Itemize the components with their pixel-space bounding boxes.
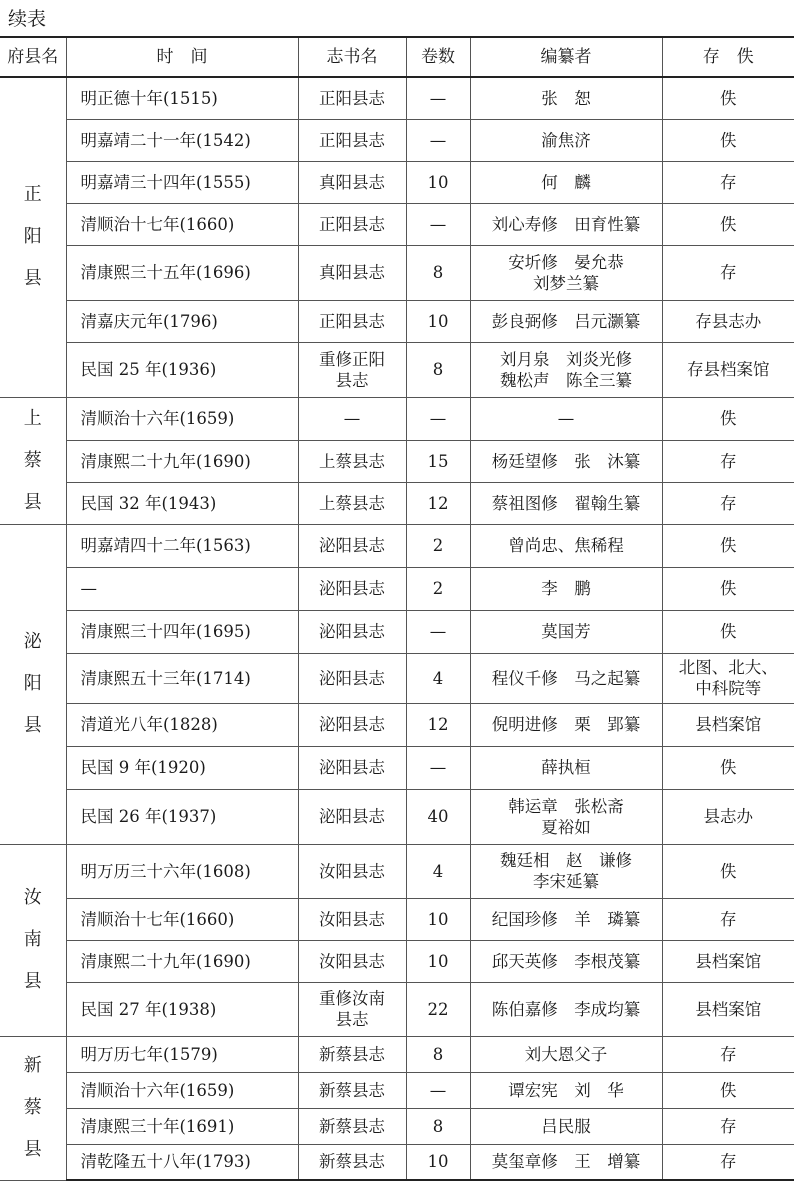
gazetteer-name-cell: 正阳县志: [298, 77, 406, 119]
compilers-cell: 倪明进修 栗 郢纂: [470, 703, 662, 746]
volumes-cell: 12: [406, 703, 470, 746]
table-row: [0, 940, 794, 982]
volumes-cell: —: [406, 397, 470, 441]
time-cell: 清康熙三十五年(1696): [66, 245, 298, 300]
volumes-cell: 12: [406, 482, 470, 524]
table-row: [0, 441, 794, 483]
status-cell: 佚: [662, 746, 794, 789]
gazetteer-name-cell: 上蔡县志: [298, 441, 406, 483]
compilers-cell: 刘大恩父子: [470, 1036, 662, 1072]
volumes-cell: 10: [406, 940, 470, 982]
gazetteer-table: [0, 36, 794, 1181]
volumes-cell: 10: [406, 1144, 470, 1180]
volumes-cell: 22: [406, 982, 470, 1036]
status-cell: 佚: [662, 119, 794, 161]
compilers-cell: —: [470, 397, 662, 441]
status-cell: 佚: [662, 397, 794, 441]
compilers-cell: 刘心寿修 田育性纂: [470, 203, 662, 245]
table-row: [0, 653, 794, 703]
volumes-cell: —: [406, 119, 470, 161]
time-cell: 清康熙二十九年(1690): [66, 441, 298, 483]
compilers-cell: 韩运章 张松斋 夏裕如: [470, 789, 662, 844]
status-cell: 县档案馆: [662, 982, 794, 1036]
gazetteer-name-cell: 真阳县志: [298, 245, 406, 300]
table-row: [0, 703, 794, 746]
table-row: [0, 397, 794, 441]
table-row: [0, 1144, 794, 1180]
compilers-cell: 刘月泉 刘炎光修 魏松声 陈全三纂: [470, 342, 662, 397]
header-compilers: 编纂者: [470, 37, 662, 77]
time-cell: 民国 9 年(1920): [66, 746, 298, 789]
time-cell: —: [66, 567, 298, 610]
compilers-cell: 吕民服: [470, 1108, 662, 1144]
volumes-cell: —: [406, 746, 470, 789]
header-row: [0, 37, 794, 77]
table-row: [0, 1036, 794, 1072]
gazetteer-name-cell: 泌阳县志: [298, 789, 406, 844]
time-cell: 清康熙二十九年(1690): [66, 940, 298, 982]
gazetteer-name-cell: 正阳县志: [298, 203, 406, 245]
table-row: [0, 161, 794, 203]
table-row: [0, 300, 794, 342]
gazetteer-name-cell: 新蔡县志: [298, 1072, 406, 1108]
county-name: 新蔡县: [23, 1055, 42, 1160]
county-name: 汝南县: [23, 887, 42, 992]
gazetteer-name-cell: 重修汝南 县志: [298, 982, 406, 1036]
time-cell: 清道光八年(1828): [66, 703, 298, 746]
time-cell: 清顺治十六年(1659): [66, 397, 298, 441]
gazetteer-name-cell: 泌阳县志: [298, 703, 406, 746]
table-row: [0, 898, 794, 940]
status-cell: 佚: [662, 77, 794, 119]
compilers-cell: 杨廷望修 张 沐纂: [470, 441, 662, 483]
status-cell: 存: [662, 1108, 794, 1144]
time-cell: 清顺治十七年(1660): [66, 203, 298, 245]
status-cell: 县档案馆: [662, 940, 794, 982]
time-cell: 清乾隆五十八年(1793): [66, 1144, 298, 1180]
time-cell: 明正德十年(1515): [66, 77, 298, 119]
volumes-cell: 40: [406, 789, 470, 844]
table-row: [0, 789, 794, 844]
volumes-cell: 10: [406, 898, 470, 940]
compilers-cell: 张 恕: [470, 77, 662, 119]
status-cell: 佚: [662, 567, 794, 610]
volumes-cell: —: [406, 77, 470, 119]
status-cell: 佚: [662, 844, 794, 898]
gazetteer-name-cell: 新蔡县志: [298, 1108, 406, 1144]
volumes-cell: —: [406, 610, 470, 653]
time-cell: 明万历三十六年(1608): [66, 844, 298, 898]
table-row: [0, 844, 794, 898]
time-cell: 清顺治十七年(1660): [66, 898, 298, 940]
time-cell: 民国 25 年(1936): [66, 342, 298, 397]
volumes-cell: 4: [406, 844, 470, 898]
table-row: [0, 119, 794, 161]
status-cell: 县志办: [662, 789, 794, 844]
compilers-cell: 魏廷相 赵 谦修 李宋延纂: [470, 844, 662, 898]
header-gazetteer-name: 志书名: [298, 37, 406, 77]
gazetteer-name-cell: 新蔡县志: [298, 1144, 406, 1180]
table-row: [0, 245, 794, 300]
volumes-cell: 15: [406, 441, 470, 483]
status-cell: 存: [662, 898, 794, 940]
table-row: [0, 342, 794, 397]
status-cell: 佚: [662, 610, 794, 653]
volumes-cell: 10: [406, 300, 470, 342]
status-cell: 存县档案馆: [662, 342, 794, 397]
volumes-cell: 8: [406, 245, 470, 300]
gazetteer-name-cell: 正阳县志: [298, 300, 406, 342]
volumes-cell: —: [406, 1072, 470, 1108]
table-body: [0, 77, 794, 1180]
status-cell: 存: [662, 161, 794, 203]
gazetteer-name-cell: 泌阳县志: [298, 610, 406, 653]
county-cell: [0, 524, 66, 844]
county-name: 正阳县: [23, 184, 42, 290]
status-cell: 存: [662, 245, 794, 300]
status-cell: 县档案馆: [662, 703, 794, 746]
time-cell: 民国 26 年(1937): [66, 789, 298, 844]
gazetteer-name-cell: 新蔡县志: [298, 1036, 406, 1072]
compilers-cell: 薛执桓: [470, 746, 662, 789]
time-cell: 清顺治十六年(1659): [66, 1072, 298, 1108]
status-cell: 存: [662, 482, 794, 524]
gazetteer-name-cell: 重修正阳 县志: [298, 342, 406, 397]
volumes-cell: 2: [406, 524, 470, 567]
gazetteer-name-cell: 泌阳县志: [298, 567, 406, 610]
gazetteer-name-cell: 泌阳县志: [298, 524, 406, 567]
compilers-cell: 邱天英修 李根茂纂: [470, 940, 662, 982]
county-name: 泌阳县: [23, 631, 42, 736]
gazetteer-name-cell: 泌阳县志: [298, 746, 406, 789]
table-row: [0, 610, 794, 653]
volumes-cell: —: [406, 203, 470, 245]
gazetteer-name-cell: 真阳县志: [298, 161, 406, 203]
volumes-cell: 8: [406, 1036, 470, 1072]
volumes-cell: 10: [406, 161, 470, 203]
time-cell: 清嘉庆元年(1796): [66, 300, 298, 342]
status-cell: 佚: [662, 1072, 794, 1108]
gazetteer-name-cell: 泌阳县志: [298, 653, 406, 703]
time-cell: 民国 27 年(1938): [66, 982, 298, 1036]
header-volumes: 卷数: [406, 37, 470, 77]
compilers-cell: 李 鹏: [470, 567, 662, 610]
gazetteer-name-cell: 汝阳县志: [298, 940, 406, 982]
status-cell: 佚: [662, 203, 794, 245]
compilers-cell: 渝焦济: [470, 119, 662, 161]
table-row: [0, 524, 794, 567]
status-cell: 存: [662, 1144, 794, 1180]
time-cell: 明万历七年(1579): [66, 1036, 298, 1072]
table-row: [0, 567, 794, 610]
compilers-cell: 蔡祖图修 翟翰生纂: [470, 482, 662, 524]
table-row: [0, 77, 794, 119]
status-cell: 存县志办: [662, 300, 794, 342]
county-cell: [0, 844, 66, 1036]
header-time: 时 间: [66, 37, 298, 77]
time-cell: 明嘉靖三十四年(1555): [66, 161, 298, 203]
volumes-cell: 4: [406, 653, 470, 703]
header-county: 府县名: [0, 37, 66, 77]
gazetteer-name-cell: 汝阳县志: [298, 898, 406, 940]
time-cell: 清康熙五十三年(1714): [66, 653, 298, 703]
county-cell: [0, 1036, 66, 1180]
table-header: [0, 37, 794, 77]
compilers-cell: 程仪千修 马之起纂: [470, 653, 662, 703]
status-cell: 佚: [662, 524, 794, 567]
compilers-cell: 莫国芳: [470, 610, 662, 653]
status-cell: 存: [662, 1036, 794, 1072]
table-caption: 续表: [8, 8, 47, 30]
compilers-cell: 谭宏宪 刘 华: [470, 1072, 662, 1108]
status-cell: 存: [662, 441, 794, 483]
compilers-cell: 彭良弼修 吕元灏纂: [470, 300, 662, 342]
compilers-cell: 陈伯嘉修 李成均纂: [470, 982, 662, 1036]
time-cell: 民国 32 年(1943): [66, 482, 298, 524]
gazetteer-name-cell: 正阳县志: [298, 119, 406, 161]
gazetteer-name-cell: —: [298, 397, 406, 441]
table-row: [0, 1072, 794, 1108]
compilers-cell: 安圻修 晏允恭 刘梦兰纂: [470, 245, 662, 300]
compilers-cell: 何 麟: [470, 161, 662, 203]
table-row: [0, 1108, 794, 1144]
time-cell: 明嘉靖二十一年(1542): [66, 119, 298, 161]
time-cell: 清康熙三十四年(1695): [66, 610, 298, 653]
compilers-cell: 纪国珍修 羊 璘纂: [470, 898, 662, 940]
compilers-cell: 莫玺章修 王 增纂: [470, 1144, 662, 1180]
volumes-cell: 2: [406, 567, 470, 610]
volumes-cell: 8: [406, 342, 470, 397]
county-cell: [0, 397, 66, 524]
time-cell: 明嘉靖四十二年(1563): [66, 524, 298, 567]
volumes-cell: 8: [406, 1108, 470, 1144]
table-row: [0, 482, 794, 524]
table-row: [0, 203, 794, 245]
gazetteer-name-cell: 汝阳县志: [298, 844, 406, 898]
time-cell: 清康熙三十年(1691): [66, 1108, 298, 1144]
county-name: 上蔡县: [23, 407, 42, 513]
table-row: [0, 982, 794, 1036]
county-cell: [0, 77, 66, 397]
header-status: 存 佚: [662, 37, 794, 77]
status-cell: 北图、北大、 中科院等: [662, 653, 794, 703]
compilers-cell: 曾尚忠、焦稀程: [470, 524, 662, 567]
table-row: [0, 746, 794, 789]
gazetteer-name-cell: 上蔡县志: [298, 482, 406, 524]
